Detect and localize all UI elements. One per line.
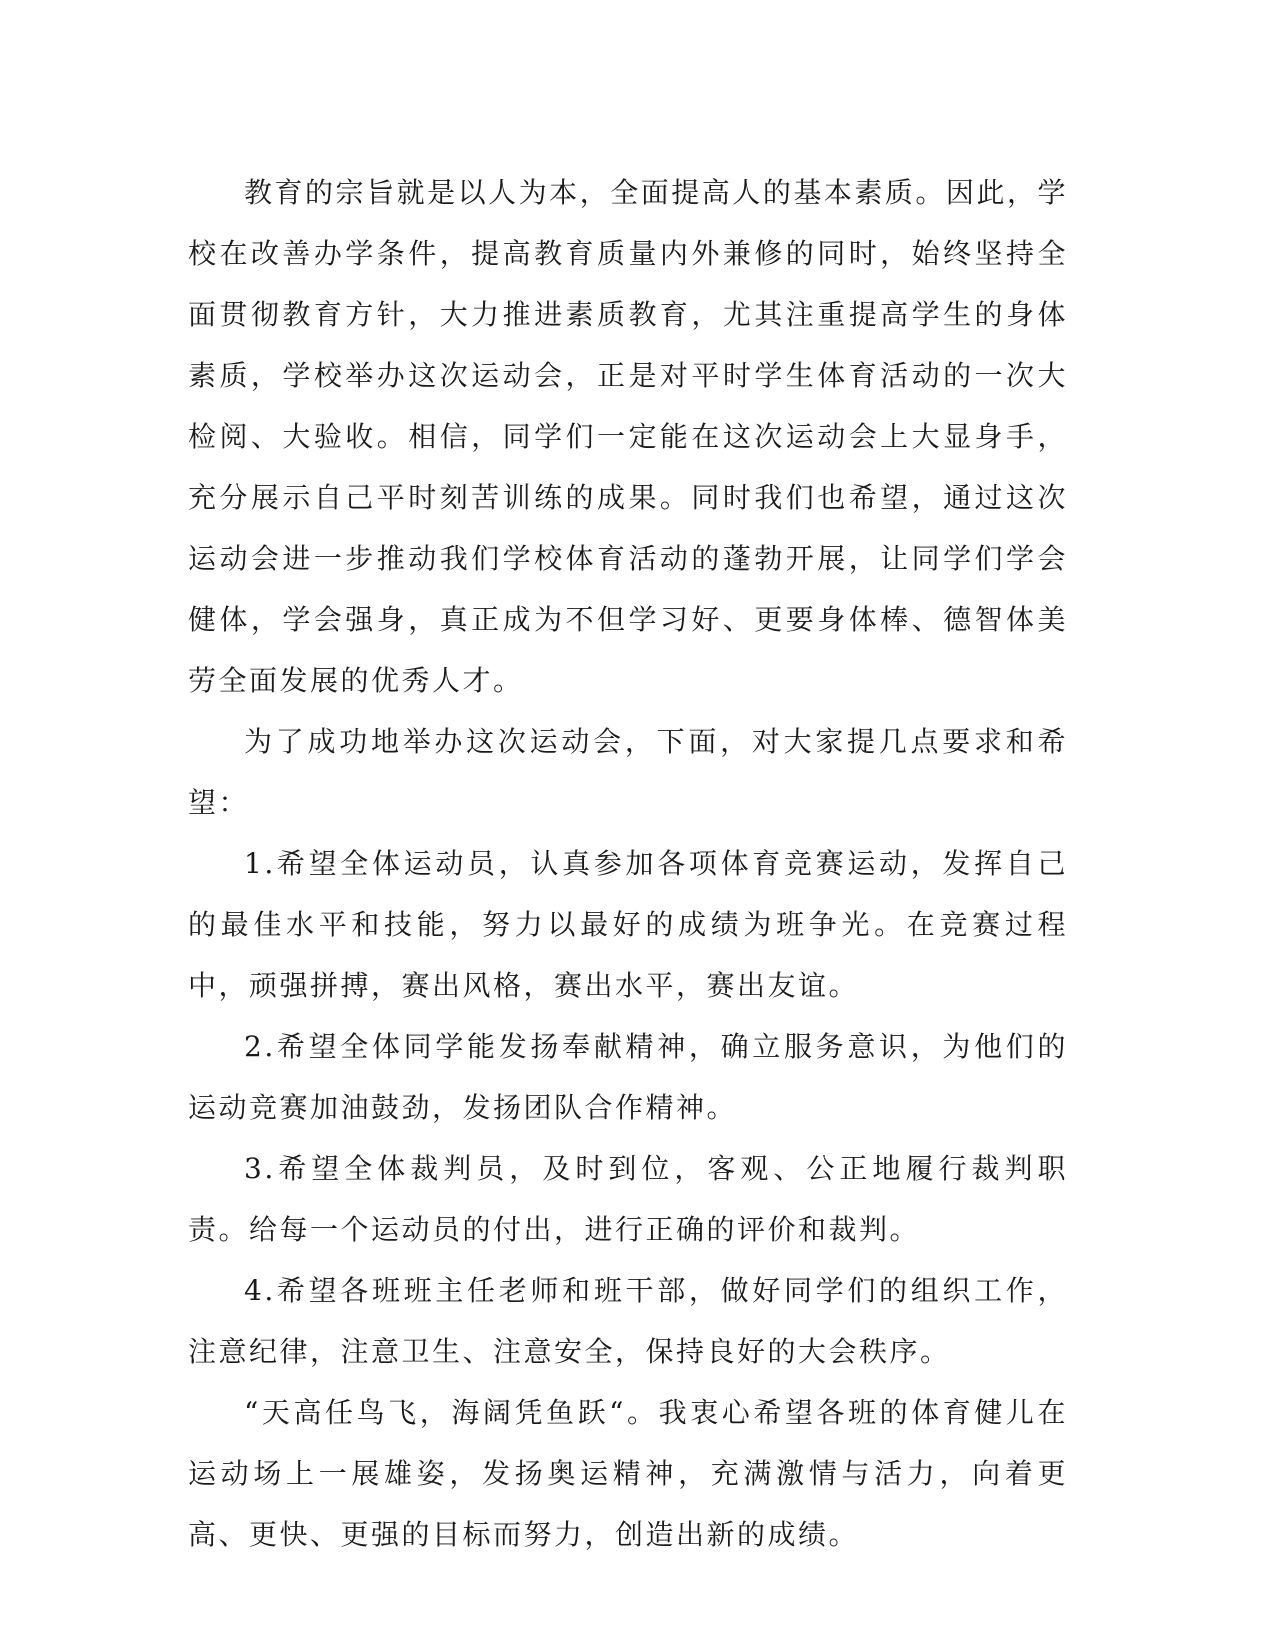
paragraph-item-3: 3.希望全体裁判员，及时到位，客观、公正地履行裁判职责。给每一个运动员的付出，进行正确的评价和裁判。 [188,1152,1068,1246]
document-body [188,162,1068,1565]
paragraph-requirements-lead: 为了成功地举办这次运动会，下面，对大家提几点要求和希望： [188,725,1068,819]
paragraph-item-4: 4.希望各班班主任老师和班干部，做好同学们的组织工作，注意纪律，注意卫生、注意安全，保持良好的大会秩序。 [188,1274,1068,1368]
paragraph-item-1: 1.希望全体运动员，认真参加各项体育竞赛运动，发挥自己的最佳水平和技能，努力以最好的成绩为班争光。在竞赛过程中，顽强拼搏，赛出风格，赛出水平，赛出友谊。 [188,847,1068,1002]
paragraph-item-2: 2.希望全体同学能发扬奉献精神，确立服务意识，为他们的运动竞赛加油鼓劲，发扬团队合作精神。 [188,1030,1068,1124]
paragraph-closing: “天高任鸟飞，海阔凭鱼跃“。我衷心希望各班的体育健儿在运动场上一展雄姿，发扬奥运精神，充满激情与活力，向着更高、更快、更强的目标而努力，创造出新的成绩。 [188,1396,1068,1551]
paragraph-intro: 教育的宗旨就是以人为本，全面提高人的基本素质。因此，学校在改善办学条件，提高教育质量内外兼修的同时，始终坚持全面贯彻教育方针，大力推进素质教育，尤其注重提高学生的身体素质，学校举办这次运动会，正是对平时学生体育活动的一次大检阅、大验收。相信，同学们一定能在这次运动会上大显身手，充分展示自己平时刻苦训练的成果。同时我们也希望，通过这次运动会进一步推动我们学校体育活动的蓬勃开展，让同学们学会健体，学会强身，真正成为不但学习好、更要身体棒、德智体美劳全面发展的优秀人才。 [188,176,1068,697]
